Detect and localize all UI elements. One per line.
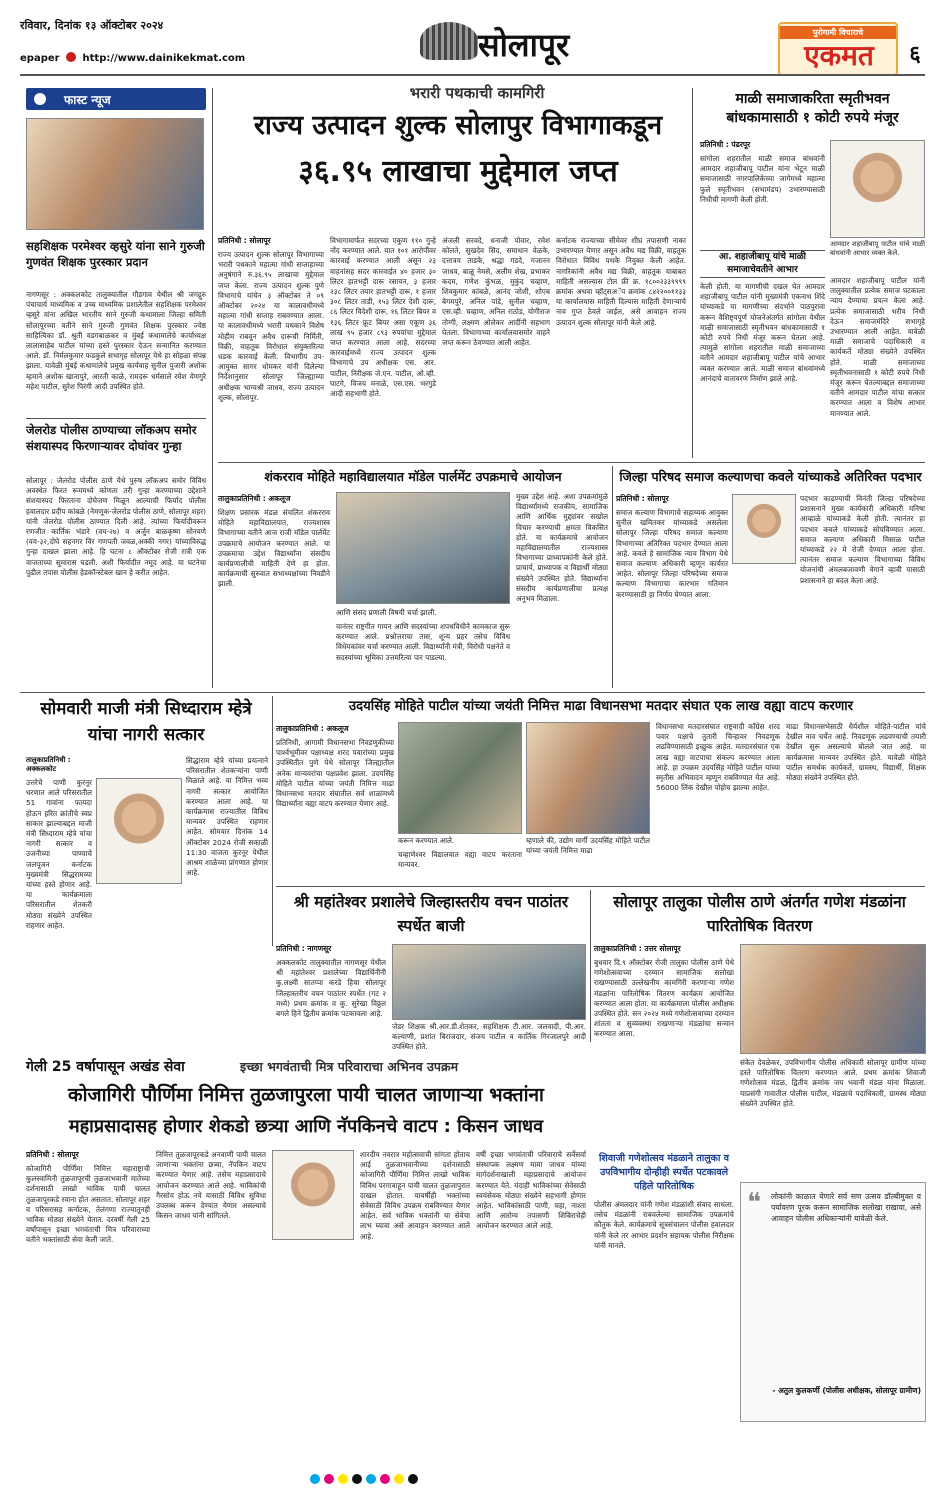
globe-icon (66, 52, 76, 62)
kojagiri-col-1: कोजागिरी पौर्णिमा निमित्त महाराष्ट्राची कुलस्वामिनी तुळजापूरची तुळजाभवानी मातेच्या दर्शनासाठी लाखो भाविक पायी चालत तुळजापूरकडे रवाना होत असतात. सोलापूर शहर व परिसरासह कर्नाटक, तेलंगणा राज्यातूनही भाविक मोठ्या संख्येने येतात. दरवर्षी गेली 25 वर्षांपासून इच्छा भगवंताची मित्र परिवाराच्या वतीने भक्तांसाठी सेवा केली जाते. (26, 1164, 150, 1245)
uday-col-2: विधानसभा मतदारसंघात राष्ट्रवादी काँग्रेस शरद पवार पक्षाचे तुतारी चिन्हावर निवडणूक लढविण्यासाठी इच्छुक आहेत. मतदारसंघात एक लाख वह्या वाटपाचा संकल्प करण्यात आला आहे. हा उपक्रम उदयसिंह मोहिते पाटील यांच्या स्मृतीस अभिवादन म्हणून राबविण्यात येत आहे. 56000 लिंक देखील पोहोच झाल्या आहेत. (656, 722, 780, 793)
registration-marks (310, 1474, 418, 1484)
website-link[interactable]: http://www.dainikekmat.com (82, 53, 246, 64)
uday-caption-1: करून करण्यात आले. (398, 836, 455, 845)
uday-byline: तालुकाप्रतिनिधी : अकलूज (276, 724, 349, 733)
shankarrao-headline: शंकरराव मोहिते महाविद्यालयात मॉडेल पार्लमेंट उपक्रमाचे आयोजन (264, 469, 562, 484)
uday-photo-1 (398, 722, 522, 834)
somwari-headline: सोमवारी माजी मंत्री सिध्दाराम म्हेत्रे यांचा नागरी सत्कार (40, 699, 252, 745)
lead-col-2: विभागामार्फत सदरच्या एकूण ११० गुन्हे नोंद करण्यात आले. यात १०१ आरोपींवर कारवाई करण्यात आली असून २३ वाहनांसह सदर कारवाईत ४० हजार ३० लिटर हातभट्टी दारू रसायन, ३ हजार २३८ लिटर तयार हातभट्टी दारू, १ हजार ३०८ लिटर ताडी, १५३ लिटर देशी दारू, ८६ लिटर विदेशी दारू, १६ लिटर बियर व १३६ लिटर फ्रूट बियर असा एकूण ३६ लाख ९५ हजार ८९३ रुपयांचा मुद्देमाल जप्त करण्यात आला आहे. सदरच्या कारवाईमध्ये राज्य उत्पादन शुल्क विभागाचे उप अधीक्षक एस. आर. पाटील, निरीक्षक जे.एन. पाटील, ओ.व्ही. घाटगे, विजय मनाळे, एस.एस. भरगुडे आदी सहभागी होते. (330, 236, 436, 399)
left-column-rule (212, 88, 213, 688)
city-emblem (420, 22, 478, 60)
uday-photo-2 (526, 722, 650, 834)
mark-black (352, 1474, 362, 1484)
mark-cyan-2 (366, 1474, 376, 1484)
edition-name: सोलापूर (478, 26, 570, 64)
shri-headline: श्री महांतेश्वर प्रशालेचे जिल्हास्तरीय वचन पाठांतर स्पर्धेत बाजी (293, 893, 569, 935)
smruti-byline: प्रतिनिधी : पंढरपूर (700, 140, 751, 149)
parliament-photo (336, 492, 510, 604)
shri-caption: जेडर शिक्षक श्री.आर.डी.शेतकर, सहशिक्षक टी.आर. जलवादी, पी.आर. कल्याणी, प्रशांत बिराजदार, संजय पाटील व कार्तिक गिरजालपुरे आदी उपस्थित होते. (392, 1022, 586, 1052)
taluka-headline: सोलापूर तालुका पोलीस ठाणे अंतर्गत गणेश मंडळांना पारितोषिक वितरण (613, 893, 906, 935)
kojagiri-col-2: निमित्त तुळजापूरकडे अनवाणी पायी चालत जाणाऱ्या भक्तांना छत्र्या, नॅपकिन वाटप करण्यात येणार आहे. तसेच महाप्रसादाचे आयोजन करण्यात आले आहे. भाविकांची गैरसोय होऊ नये यासाठी विविध सुविधा उपलब्ध करून देण्यात येणार असल्याचे किसन जाधव यांनी सांगितले. (156, 1150, 266, 1221)
shankarrao-col-1: शिक्षण प्रसारक मंडळ संचलित शंकरराव मोहिते महाविद्यालयात, राज्यशास्त्र विभागाच्या वतीने आज राजी मॉडेल पार्लमेंट उपक्रमाचे आयोजन करण्यात आले. या उपक्रमाचा उद्देश विद्यार्थ्यांना संसदीय कार्यप्रणालीची माहिती देणे हा होता. कार्यक्रमाची सुरुवात सभाध्यक्षांच्या निवडीने झाली. (218, 508, 330, 589)
arrow-icon (34, 93, 46, 105)
taluka-col-2: संकेत देवळेकर, उपविभागीय पोलीस अधिकारी सोलापूर ग्रामीण यांच्या हस्ते पारितोषिक वितरण करण्यात आले. प्रथम क्रमांक शिवाजी गणेशोत्सव मंडळ, द्वितीय क्रमांक जय भवानी मंडळ यांना मिळाला. याप्रसंगी गावातील पोलीस पाटील, मंडळाचे पदाधिकारी, ग्रामस्थ मोठ्या संख्येने उपस्थित होते. (740, 1058, 926, 1108)
lead-col-4: कर्नाटक राज्याच्या सीमेवर शीघ्र तपासणी नाका उभारण्यात येणार असून अवैध मद्य विक्री, वाहतूक विरोधात विविध पथके नियुक्त केली आहेत. नागरिकांनी अवैध मद्य विक्री, वाहतूक याबाबत माहिती असल्यास टोल फ्री क्र. १८००२३३९९९९ क्रमांक अथवा व्हॉट्सअॅप क्रमांक ८४२२००११३३ या कार्यालयास माहिती दिल्यास माहिती देणाऱ्याचे नाव गुप्त ठेवले जाईल, असे आवाहन राज्य उत्पादन शुल्क सोलापूर यांनी केले आहे. (556, 236, 686, 327)
page-number: ६ (909, 42, 921, 67)
epaper-label: epaper (20, 53, 60, 64)
zp-col-2: पदभार काढण्याची विनंती जिल्हा परिषदेच्या प्रशासनाने मुख्य कार्यकारी अधिकारी मनिषा आव्हाळे यांच्याकडे केली होती. त्यानंतर हा पदभार कवले यांच्याकडे सोपविण्यात आला. समाज कल्याण अधिकारी मिसाळ पाटील यांच्याकडे २२ मे रोजी देण्यात आला होता. त्यानंतर समाज कल्याण विभागाच्या विविध योजनांची अंमलबजावणी वेगाने व्हावी यासाठी प्रशासनाने हा बदल केला आहे. (800, 494, 925, 585)
issue-date: रविवार, दिनांक १३ ऑक्टोबर २०२४ (20, 19, 164, 32)
mark-black-2 (408, 1474, 418, 1484)
mla-photo (830, 140, 925, 238)
zp-byline: प्रतिनिधी : सोलापूर (616, 494, 669, 503)
uday-caption-2: चव्हाणेश्वर विद्यालयात वह्या वाटप करताना मान्यवर. (398, 850, 522, 870)
tagline: पुरोगामी विचाराचे (780, 26, 896, 39)
kojagiri-col-4: वर्षी इच्छा भगवंताची परिवाराचे सर्वेसर्वा संस्थापक लक्ष्मण मामा जाधव यांच्या मार्गदर्शनाखाली महाप्रसादाचे आयोजन करण्यात येते. यंदाही भाविकांच्या सेवेसाठी स्वयंसेवक मोठ्या संख्येने सहभागी होणार आहेत. भाविकांसाठी पाणी, चहा, नाश्ता आणि आरोग्य तपासणी शिबिराचेही आयोजन करण्यात आले आहे. (476, 1150, 586, 1231)
row-2-rule (20, 692, 925, 693)
fast-news-divider (26, 418, 206, 419)
brand-box (778, 22, 898, 76)
kojagiri-col-3: शारदीय नवरात्र महोत्सवाची सांगता होताच आई तुळजाभवानीच्या दर्शनासाठी कोजागिरी पौर्णिमा निमित्त लाखो भाविक विविध परगावाहून पायी चालत तुळजापुरात दाखल होतात. यावर्षीही भक्तांच्या सेवेसाठी विविध उपक्रम राबविण्यात येणार आहेत. सर्व भाविक भक्तांनी या सेवेचा लाभ घ्यावा असे आवाहन करण्यात आले आहे. (360, 1150, 470, 1241)
header-rule (20, 74, 925, 76)
taluka-photo (740, 944, 926, 1054)
smruti-headline: माळी समाजाकरिता स्मृतीभवन बांधकामासाठी १ कोटी रुपये मंजूर (726, 91, 899, 126)
smruti-col-2: आमदार शहाजीबापू पाटील यांनी तालुक्यातील प्रत्येक समाज घटकाला न्याय देण्याचा प्रयत्न केला आहे. प्रत्येक समाजासाठी भरीव निधी देऊन समाजमंदिरे सभागृहे उभारण्यात आली आहेत. यावेळी माळी समाजाचे पदाधिकारी व कार्यकर्ते मोठ्या संख्येने उपस्थित होते. माळी समाजाच्या स्मृतीभवनासाठी १ कोटी रुपये निधी मंजूर करून घेतल्याबद्दल समाजाच्या वतीने आमदार पाटील यांचा सत्कार करण्यात आला व विशेष आभार मानण्यात आले. (830, 276, 925, 418)
quote-signature: - अतुल कुलकर्णी (पोलीस अधीक्षक, सोलापूर ग्रामीण) (772, 1386, 921, 1395)
smruti-top: सांगोला शहरातील माळी समाज बांधवांनी आमदार शहाजीबापू पाटील यांना भेटून माळी समाजासाठी नगरपालिकेच्या जागेमध्ये महात्मा फुले स्मृतीभवन (सभामंडप) उभारण्यासाठी निधीची मागणी केली होती. (700, 154, 825, 204)
lead-headline-2: ३६.९५ लाखाचा मुद्देमाल जप्त (298, 154, 618, 189)
lead-kicker: भरारी पथकाची कामगिरी (409, 84, 545, 102)
lead-byline: प्रतिनिधी : सोलापूर (218, 236, 271, 245)
row-3-rule (276, 886, 925, 887)
kojagiri-headline-2: महाप्रसादासह होणार शेकडो छत्र्या आणि नॅपकिनचे वाटप : किसन जाधव (68, 1116, 544, 1137)
uday-headline: उदयसिंह मोहिते पाटील यांच्या जयंती निमित्त माढा विधानसभा मतदार संघात एक लाख वह्या वाटप करणार (348, 699, 854, 714)
kojagiri-headline-1: कोजागिरी पौर्णिमा निमित्त तुळजापुरला पायी चालत जाणाऱ्या भक्तांना (68, 1084, 544, 1106)
shankarrao-caption: आणि संसद प्रणाली विषयी चर्चा झाली. (336, 608, 437, 617)
somwari-byline: तालुकाप्रतिनिधी : अक्कलकोट (26, 756, 71, 773)
brand-logo: एकमत (804, 39, 874, 72)
banner-right: इच्छा भगवंताची मित्र परिवाराचा अभिनव उपक्रम (240, 1059, 459, 1074)
taluka-subhead: शिवाजी गणेशोत्सव मंडळाने तालुका व उपविभागीय दोन्हीही स्पर्धेत पटकावले पहिले पारितोषिक (598, 1153, 730, 1192)
service-banner (26, 1054, 586, 1078)
shri-col-1: अक्कलकोट तालुक्यातील नागणसूर येथील श्री महांतेश्वर प्रशालेच्या विद्यार्थिनींनी कु.लक्ष्मी सातप्पा करडे हिचा सोलापूर जिल्हास्तरीय वचन पाठांतर स्पर्धेत (गट २ मध्ये) प्रथम क्रमांक व कु. सुरेखा विठ्ठल बगले हिने द्वितीय क्रमांक पटकावला आहे. (276, 958, 386, 1019)
fast-news-2-title: जेलरोड पोलीस ठाण्याच्या लॉकअप समोर संशयास्पद फिरणाऱ्यावर दोघांवर गुन्हा (26, 423, 197, 453)
uday-caption-3: म्हणाले की, उद्योग मार्गी उदयसिंह मोहिते पाटील यांच्या जयंती निमित्त माढा (526, 836, 650, 856)
somwari-col-2: सिद्धाराम म्हेत्रे यांच्या प्रयत्नाने परिसरातील शेतकऱ्यांना पाणी मिळाले आहे. या निमित्त भव्य नागरी सत्कार आयोजित करण्यात आला आहे. या कार्यक्रमास राज्यातील विविध मान्यवर उपस्थित राहणार आहेत. सोमवार दिनांक 14 ऑक्टोबर 2024 रोजी सकाळी 11:30 वाजता कुरनूर येथील आश्रम शाळेच्या प्रांगणात होणार आहे. (186, 756, 268, 878)
mhetre-photo (96, 778, 182, 884)
fast-news-tab (26, 88, 206, 110)
shankarrao-col-2: यानंतर राष्ट्रगीत गायन आणि सदस्यांच्या शपथविधीने कामकाज सुरू करण्यात आले. प्रश्नोत्तराचा तास, शून्य प्रहर तसेच विविध विधेयकांवर चर्चा करण्यात आली. विद्यार्थ्यांनी मंत्री, विरोधी पक्षनेते व सदस्यांच्या भूमिका उत्तमरित्या पार पाडल्या. (336, 622, 510, 662)
quote-mark-icon: ❝ (747, 1188, 761, 1218)
shankarrao-col-3: मुख्य उद्देश आहे. अशा उपक्रमांमुळे विद्यार्थ्यांमध्ये राजकीय, सामाजिक आणि आर्थिक मुद्द्यांवर सखोल विचार करण्याची क्षमता विकसित होते. या कार्यक्रमाचे आयोजन महाविद्यालयातील राज्यशास्त्र विभागाच्या प्राध्यापकांनी केले होते. प्राचार्य, प्राध्यापक व विद्यार्थी मोठ्या संख्येने उपस्थित होते. विद्यार्थ्यांना संसदीय कार्यप्रणालीचा प्रत्यक्ष अनुभव मिळाला. (516, 492, 608, 604)
jadhav-photo (272, 1150, 354, 1240)
fast-news-2-body: सोलापूर : जेलरोड पोलीस ठाणे येथे पुरुष लॉकअप समोर विविध अवस्थेत फिरत रूममध्ये कोणता तरी गुन्हा करण्याच्या उद्देशाने संशयास्पद फिरताना दोघेजण मिळून आल्याची फिर्याद पोलीस हवालदार प्रदीप कांबळे (नेमणूक-जेलरोड पोलीस ठाणे, सोलापूर शहर) यांनी जेलरोड पोलीस ठाण्यात दिली आहे. त्यांच्या फिर्यादीवरून रणजीत कार्तिक भंडारे (वय-२७) व अर्जुन बाळकृष्ण सोनवणे (वय-३२,दोघे सहनगर विर गणपती जवळ,अक्की नगर) यांच्याविरुद्ध गुन्हा दाखल झाला आहे. हि घटना ८ ऑक्टोंबर रोजी रात्री एक वाजताच्या सुमारास घडली. अशी फिर्यादीत नमूद आहे. या घटनेचा पुढील तपास पोलीस हेडकॉन्स्टेबल खान हे करीत आहेत. (26, 476, 206, 577)
shankarrao-byline: तालुकाप्रतिनिधी : अकलूज (218, 494, 291, 503)
mark-magenta (324, 1474, 334, 1484)
mark-cyan (310, 1474, 320, 1484)
zp-left-rule (612, 466, 613, 688)
zp-headline: जिल्हा परिषद समाज कल्याणचा कवले यांच्याकडे अतिरिक्त पदभार (619, 469, 922, 484)
fast-news-1-body: नागणसूर : अक्कलकोट तालुक्यातील गौडगाव येथील श्री जगद्गुरु पंचाचार्य माध्यमिक व उच्च माध्यमिक प्रशालेतील सहशिक्षक परमेश्वर व्हसुरे यांना अखिल भारतीय साने गुरुजी कथामाला जिल्हा समिती सोलापूरच्या वतीने साने गुरुजी गुणवंत शिक्षक पुरस्कार ज्येष्ठ साहित्यिका डॉ. श्रुती वडगबाळकर व मुंबई कथामालेचे कार्याध्यक्ष लालासाहेब पाटील यांच्या हस्ते पुरस्कार देऊन सन्मानित करण्यात आले. डॉ. निर्मलकुमार फडकुले सभागृह सोलापूर येथे हा सोहळा संपन्न झाला. यावेळी मुंबई कथामालेचे प्रमुख कार्यवाह सुनील पुजारी अशोक म्हमाने अशोक खानापुरे, आरती काळे, रामदरू धर्मसाले रमेश येणगुरे महेश पाटील, सुरेश पिरंगी आदी उपस्थित होते. (26, 290, 206, 391)
kojagiri-byline: प्रतिनिधी : सोलापूर (26, 1150, 79, 1159)
lead-right-rule (692, 88, 693, 458)
taluka-col-1: बुधवार दि.९ ऑक्टोबर रोजी तालुका पोलीस ठाणे येथे गणेशोत्सवाच्या दरम्यान सामाजिक सलोखा राखण्यासाठी उल्लेखनीय कामगिरी करणाऱ्या गणेश मंडळांना पारितोषिक वितरण कार्यक्रम आयोजित करण्यात आला होता. या कार्यक्रमाला पोलीस अधीक्षक उपस्थित होते. सन २०२४ मध्ये गणेशोत्सवाच्या दरम्यान शांतता व सुव्यवस्था राखणाऱ्या मंडळांचा सन्मान करण्यात आला. (594, 958, 734, 1039)
mark-yellow (338, 1474, 348, 1484)
fast-news-1-title: सहशिक्षक परमेश्वर व्हसुरे यांना साने गुरुजी गुणवंत शिक्षक पुरस्कार प्रदान (26, 239, 205, 269)
lead-col-3: अंजली सरवदे, धनाजी पोवार, रमेश कोलते, सुखदेव सिद, समाधान वेळके, दत्तात्रय ताडके, श्रद्धा गडदे, गजानन जाधव, बाळू नेमसे, अलीम शेख, प्रभाकर कदम, गणेश कुंभळ, मुकुंद चव्हाण, शिवकुमार कांबळे, आनंद जोशी, शोएब बेगमपुरे, अनिल पांडे, सुनील चव्हाण, एस.व्ही. चव्हाण, अनिल राठोड, योगीराज तोग्गी, लक्ष्मण ओलेकर आदींनी सहभाग घेतला. विभागाच्या कार्यालयासमोर वाहने जप्त करून ठेवण्यात आली आहेत. (442, 236, 550, 348)
uday-col-1: प्रतिनिधी, आगामी विधानसभा निवडणुकीच्या पार्श्वभूमीवर पक्षाध्यक्ष शरद पवारांच्या प्रमुख उपस्थितीत पुणे येथे सोलापूर जिल्ह्यातील अनेक मान्यवरांचा पक्षप्रवेश झाला. उदयसिंह मोहिते पाटील यांच्या जयंती निमित्त माढा विधानसभा मतदार संघातील सर्व शाळांमध्ये विद्यार्थ्यांना वह्या वाटप करण्यात येणार आहे. (276, 738, 394, 809)
taluka-col-3: पोलीस अंमलदार यांनी गणेश मंडळांशी संवाद साधला. तसेच मंडळांनी राबवलेल्या सामाजिक उपक्रमांचे कौतुक केले. कार्यक्रमाचे सूत्रसंचालन पोलीस हवालदार यांनी केले तर आभार प्रदर्शन सहायक पोलीस निरीक्षक यांनी मानले. (594, 1200, 734, 1250)
award-photo (26, 118, 204, 230)
somwari-col-1: उत्तरेचे पाणी कुरनूर धरणात आले परिसरातील 51 गावांना फायदा होऊन हरित क्रांतीचे स्वप्न साकार झाल्याबद्दल माजी मंत्री सिध्दाराम म्हेत्रे यांचा नागरी सत्कार व उजनीच्या पाण्याचे जलपूजन कर्नाटक मुख्यमंत्री सिद्धरामय्या यांच्या हस्ते होणार आहे. या कार्यक्रमाला परिसरातील शेतकरी मोठ्या संख्येने उपस्थित राहणार आहेत. (26, 778, 92, 930)
zp-col-1: समाज कल्याण विभागाचे सहाय्यक आयुक्त सुनील खमितकर यांच्याकडे असलेला सोलापूर जिल्हा परिषद समाज कल्याण विभागाच्या अतिरिक्त पदभार देण्यात आला आहे. कवले हे सामाजिक न्याय विभाग येथे समाज कल्याण अधिकारी म्हणून कार्यरत आहेत. सोलापूर जिल्हा परिषदेच्या समाज कल्याण विभागाचा कारभार गतिमान करण्यासाठी हा निर्णय घेण्यात आला. (616, 508, 728, 599)
smruti-caption: आमदार शहाजीबापू पाटील यांचे माळी बांधवांनी आभार व्यक्त केले. (830, 240, 925, 257)
quote-body: लोकांनी काळात येणारे सर्व सण उत्सव डॉल्बीमुक्त व पर्यावरण पूरक करून सामाजिक सलोखा राखावा, असे आवाहन पोलीस अधिकाऱ्यांनी यावेळी केले. (771, 1192, 921, 1223)
lead-headline-1: राज्य उत्पादन शुल्क सोलापुर विभागाकडून (253, 110, 663, 141)
shri-photo (392, 944, 586, 1020)
official-photo (732, 494, 796, 564)
shri-rule (590, 890, 591, 1042)
masthead (0, 0, 945, 82)
taluka-byline: तालुकाप्रतिनिधी : उत्तर सोलापूर (594, 944, 681, 953)
banner-left: गेली 25 वर्षापासून अखंड सेवा (26, 1059, 185, 1075)
smruti-col-1: केली होती. या मागणीची दखल घेत आमदार शहाजीबापू पाटील यांनी मुख्यमंत्री एकनाथ शिंदे यांच्याकडे या मागणीच्या संदर्भाने पाठपुरावा करून वैशिष्ट्यपूर्ण योजनेअंतर्गत सांगोला येथील माळी समाजासाठी स्मृतीभवन बांधकामासाठी १ कोटी रुपये निधी मंजूर करून घेतला आहे. त्यामुळे सांगोला शहरातील माळी समाजाच्या वतीने आमदार शहाजीबापू पाटील यांचे आभार व्यक्त करण्यात आले. माळी समाज बांधवांमध्ये आनंदाचे वातावरण निर्माण झाले आहे. (700, 282, 825, 383)
uday-col-3: माढा विधानसभेसाठी धैर्यशील मोहिते-पाटील यांचे देखील नाव चर्चेत आहे. निवडणूक लढवण्याची तयारी देखील सुरू असल्याचे बोलले जात आहे. या कार्यक्रमास मान्यवर उपस्थित होते. यावेळी मोहिते पाटील समर्थक कार्यकर्ते, ग्रामस्थ, विद्यार्थी, शिक्षक मोठ्या संख्येने उपस्थित होते. (786, 722, 926, 783)
mark-magenta-2 (380, 1474, 390, 1484)
lead-col-1: राज्य उत्पादन शुल्क सोलापूर विभागाच्या भरारी पथकाने महात्मा गांधी सप्ताहाच्या अनुषंगाने रु.३६.९५ लाखाचा मुद्देमाल जप्त केला. राज्य उत्पादन शुल्क पुणे विभागाचे यांचेन ३ ऑक्टोबर ते ०९ ऑक्टोबर २०२४ या कालावधीमध्ये महात्मा गांधी सप्ताह राबवण्यात आला. या कालावधीमध्ये भरारी पथकाने विशेष मोहीम राबवून अवैध दारूची निर्मिती, विक्री, वाहतूक विरोधात संयुक्तरित्या धडक कारवाई केली. विभागीय उप-आयुक्त सागर धोमकर यांनी दिलेल्या निर्देशानुसार सोलापूर जिल्ह्याच्या अधीक्षक भाग्यश्री जाधव, राज्य उत्पादन शुल्क, सोलापूर. (218, 250, 324, 402)
row-1-rule (218, 462, 925, 463)
somwari-rule (272, 696, 273, 946)
shri-byline: प्रतिनिधी : नागणसूर (276, 944, 332, 953)
epaper-line (20, 52, 340, 68)
mark-yellow-2 (394, 1474, 404, 1484)
fast-news-label: फास्ट न्यूज (64, 93, 111, 107)
quote-box (740, 1182, 926, 1422)
smruti-subhead: आ. शहाजीबापू यांचे माळी समाजाचेवतीने आभार (700, 250, 825, 278)
